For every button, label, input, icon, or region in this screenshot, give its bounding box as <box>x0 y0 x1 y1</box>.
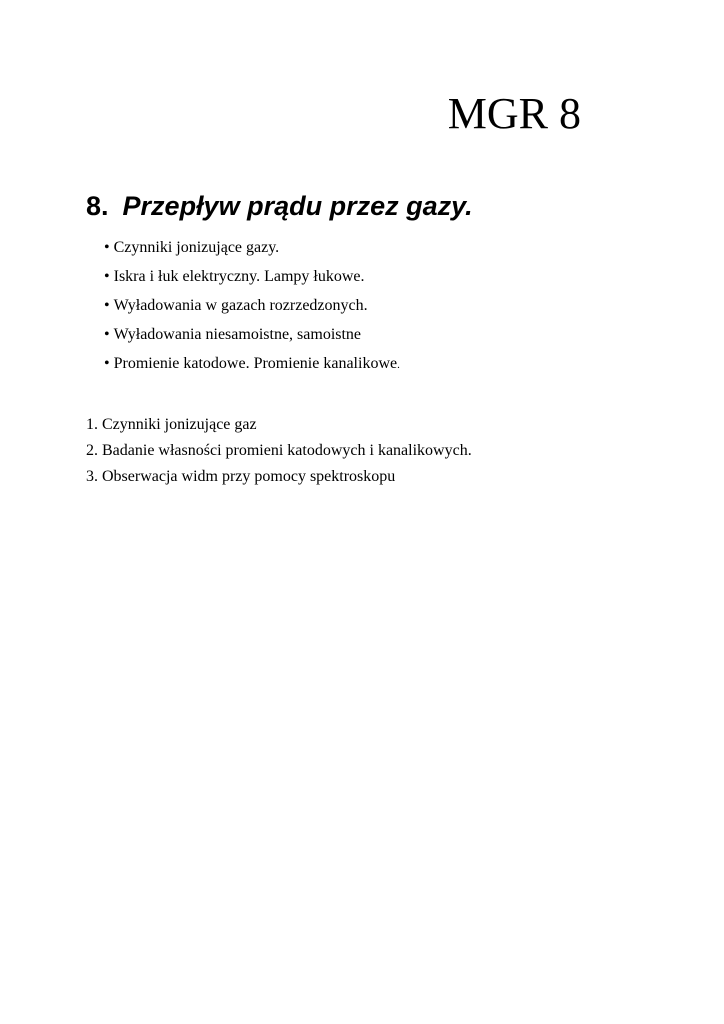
bullet-icon: • <box>104 268 110 285</box>
exercises-list <box>86 412 472 490</box>
topics-list <box>104 233 400 380</box>
list-item <box>104 320 400 349</box>
section-number: 8. <box>86 191 109 221</box>
section-heading <box>86 188 473 224</box>
exercise-text: Badanie własności promieni katodowych i kanalikowych. <box>102 442 472 459</box>
bullet-icon: • <box>104 355 110 372</box>
bullet-icon: • <box>104 239 110 256</box>
exercise-number: 1. <box>86 416 98 433</box>
exercise-text: Czynniki jonizujące gaz <box>102 416 257 433</box>
list-item <box>86 412 472 438</box>
topic-trailing-period: . <box>397 359 400 371</box>
topic-text: Wyładowania niesamoistne, samoistne <box>113 326 362 343</box>
list-item <box>104 233 400 262</box>
section-title: Przepływ prądu przez gazy. <box>122 191 473 221</box>
exercise-number: 2. <box>86 442 98 459</box>
bullet-icon: • <box>104 326 110 343</box>
exercise-text: Obserwacja widm przy pomocy spektroskopu <box>102 468 396 485</box>
topic-text: Promienie katodowe. Promienie kanalikowe <box>113 355 398 372</box>
bullet-icon: • <box>104 297 110 314</box>
list-item <box>104 291 400 320</box>
exercise-number: 3. <box>86 468 98 485</box>
list-item <box>104 262 400 291</box>
topic-text: Czynniki jonizujące gazy. <box>113 239 280 256</box>
topic-text: Iskra i łuk elektryczny. Lampy łukowe. <box>113 268 365 285</box>
list-item <box>86 438 472 464</box>
list-item <box>86 464 472 490</box>
list-item <box>104 349 400 380</box>
document-code: MGR 8 <box>447 89 581 138</box>
topic-text: Wyładowania w gazach rozrzedzonych. <box>113 297 368 314</box>
